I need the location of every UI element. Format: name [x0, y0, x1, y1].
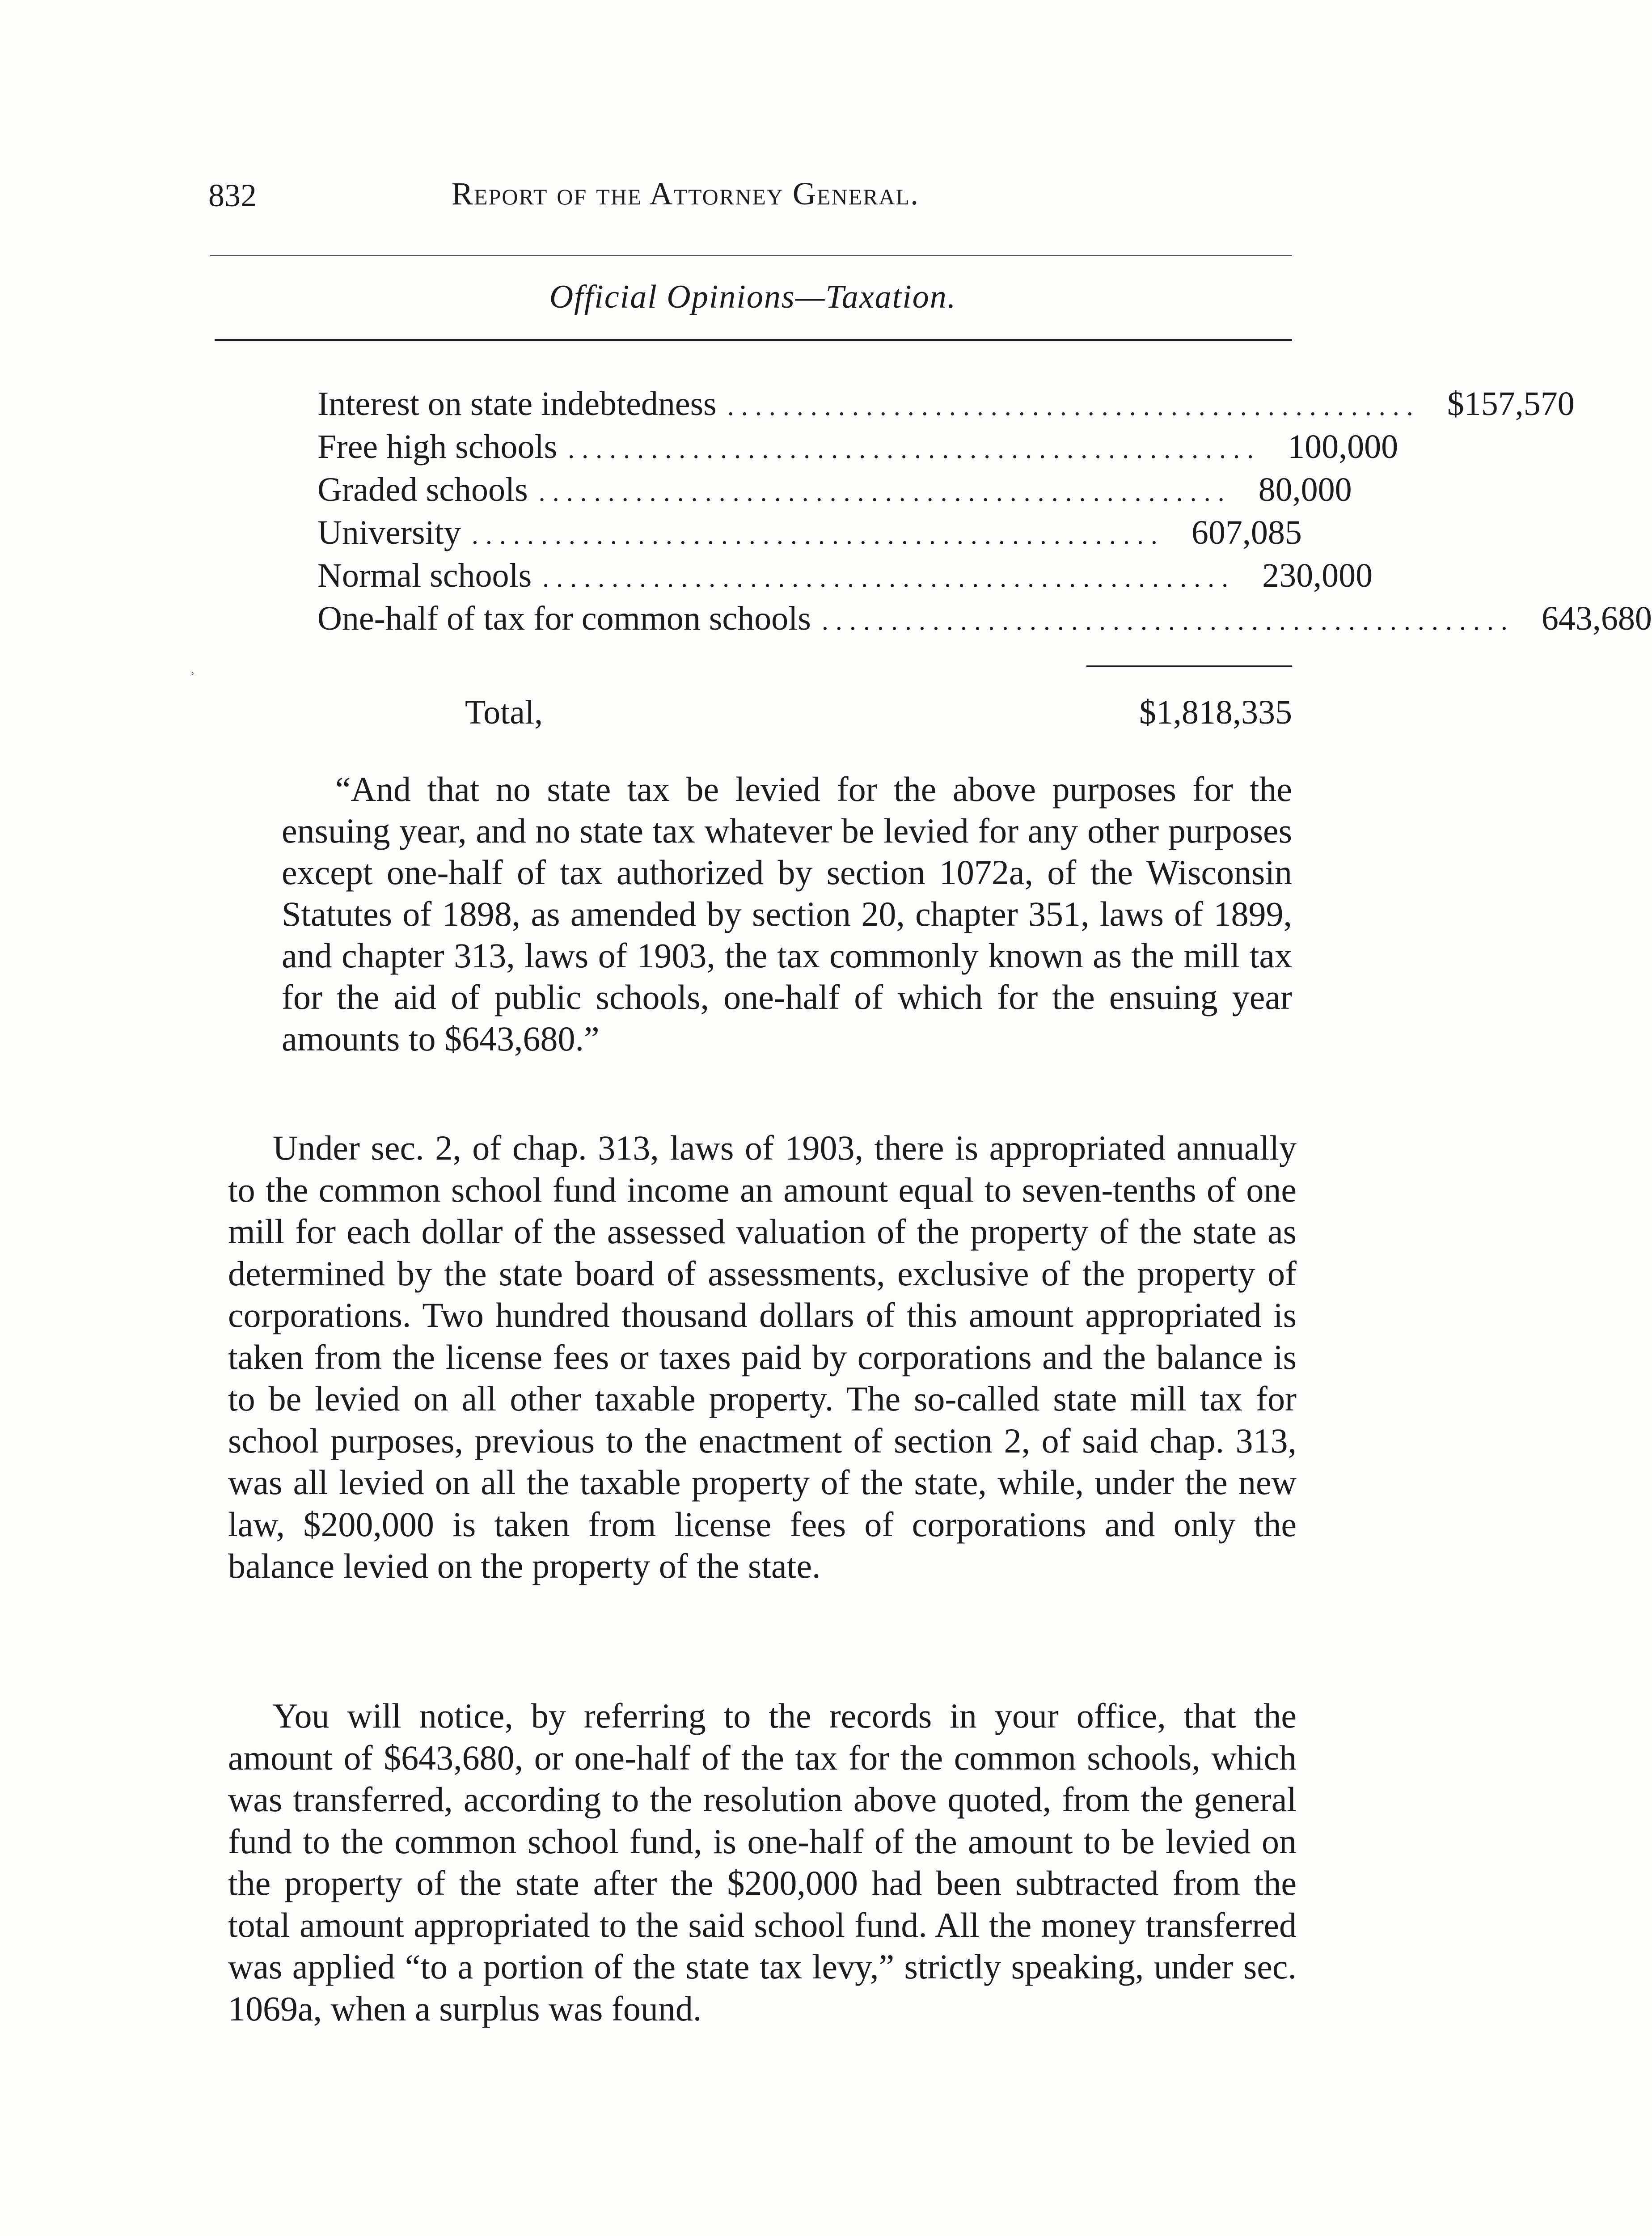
header-rule	[210, 255, 1292, 256]
table-row	[317, 470, 1352, 513]
row-amount: 607,085	[1191, 514, 1302, 551]
row-amount: 80,000	[1258, 471, 1352, 508]
leader-dots: ..................................................	[538, 477, 1232, 507]
row-label: Interest on state indebtedness	[317, 385, 717, 423]
table-row	[317, 556, 1373, 599]
table-row	[317, 428, 1398, 470]
row-label: Free high schools	[317, 428, 558, 466]
row-amount: $157,570	[1447, 385, 1575, 423]
table-row	[317, 385, 1575, 428]
total-label: Total,	[465, 694, 543, 731]
row-label: One-half of tax for common schools	[317, 600, 811, 637]
row-label: Graded schools	[317, 471, 528, 508]
scan-speck: ʾ	[190, 669, 196, 689]
row-label: University	[317, 514, 461, 551]
total-amount: $1,818,335	[1139, 694, 1292, 731]
running-title: Report of the Attorney General.	[452, 176, 920, 212]
row-amount: 643,680	[1541, 600, 1652, 637]
leader-dots: ..................................................	[821, 606, 1515, 635]
quoted-resolution: “And that no state tax be levied for the above purposes for the ensuing year, and no state tax whatever be levied for any other purposes except one-half of tax authorized by section 1072a, of the Wisconsin Statutes of 1898, as amended by section 20, chapter 351, laws of 1899, and chapter 313, laws of 1903, the tax commonly known as the mill tax for the aid of public schools, one-half of which for the ensuing year amounts to $643,680.”	[282, 770, 1292, 1058]
table-row	[317, 513, 1302, 556]
table-row	[317, 599, 1652, 642]
body-paragraph: You will notice, by referring to the records in your office, that the amount of $643,680, or one-half of the tax for the common schools, which was transferred, according to the resolution above quoted, from the general fund to the common school fund, is one-half of the amount to be levied on the property of the state after the $200,000 had been subtracted from the total amount appropriated to the said school fund. All the money transferred was applied “to a portion of the state tax levy,” strictly speaking, under sec. 1069a, when a surplus was found.	[228, 1696, 1297, 2028]
body-paragraph: Under sec. 2, of chap. 313, laws of 1903, there is appropriated annually to the common school fund income an amount equal to seven-tenths of one mill for each dollar of the assessed valuation of the property of the state as determined by the state board of assessments, exclusive of the property of corporations. Two hundred thousand dollars of this amount appropriated is taken from the license fees or taxes paid by corporations and the balance is to be levied on all other taxable property. The so-called state mill tax for school purposes, previous to the enactment of section 2, of said chap. 313, was all levied on all the taxable property of the state, while, under the new law, $200,000 is taken from license fees of corporations and only the balance levied on the property of the state.	[228, 1128, 1297, 1585]
total-rule	[1086, 665, 1292, 667]
leader-dots: ..................................................	[568, 434, 1261, 464]
page-number: 832	[208, 178, 257, 213]
leader-dots: ..................................................	[727, 391, 1420, 421]
leader-dots: ..................................................	[542, 563, 1236, 593]
section-heading: Official Opinions—Taxation.	[549, 279, 957, 315]
row-amount: 100,000	[1288, 428, 1398, 466]
section-rule	[215, 339, 1292, 341]
row-label: Normal schools	[317, 557, 532, 594]
row-amount: 230,000	[1262, 557, 1373, 594]
leader-dots: ..................................................	[471, 520, 1165, 550]
appropriations-table	[317, 385, 1652, 642]
